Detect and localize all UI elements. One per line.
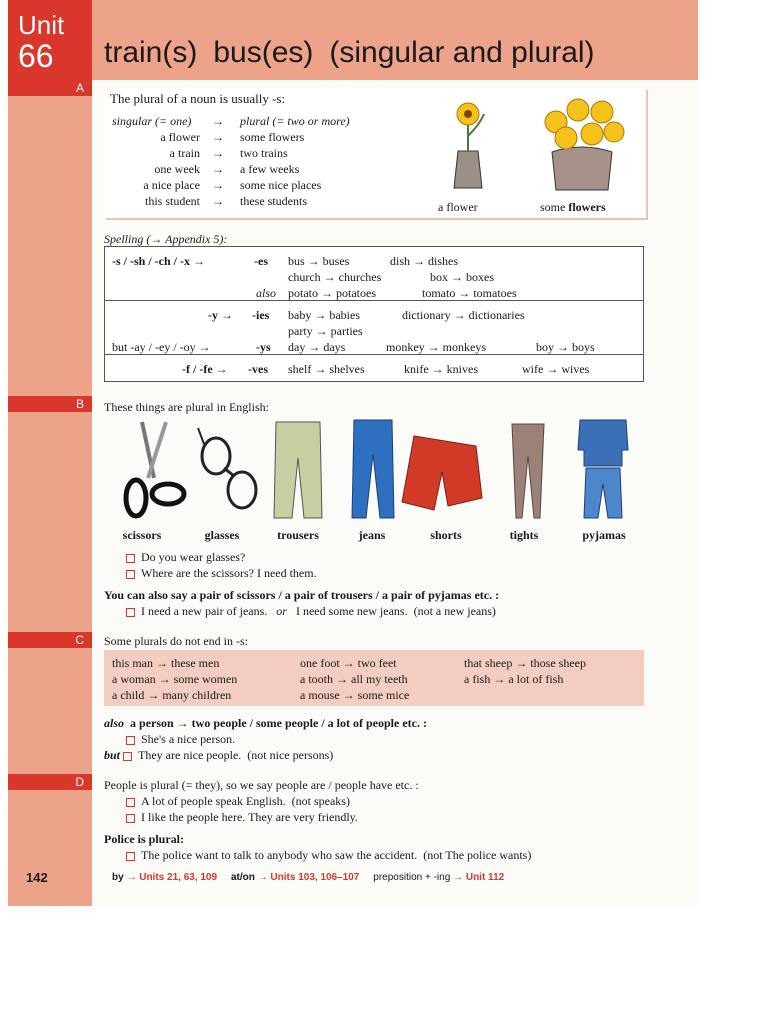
- arrow: →: [212, 194, 224, 208]
- label-pyjamas: pyjamas: [582, 528, 626, 542]
- pyjamas-icon: [576, 414, 630, 520]
- example-sentence: I like the people here. They are very friendly.: [126, 810, 358, 824]
- irregular-pair: a fish → a lot of fish: [464, 672, 564, 686]
- ending-ves: -ves: [248, 362, 268, 376]
- table-divider: [104, 300, 644, 301]
- singular-heading: singular (= one): [112, 114, 192, 128]
- textbook-page: [8, 0, 698, 906]
- example: potato → potatoes: [288, 286, 376, 300]
- label-shorts: shorts: [430, 528, 462, 542]
- left-margin-strip: [8, 0, 92, 906]
- irregular-pair: a mouse → some mice: [300, 688, 410, 702]
- singular-word: this student: [144, 194, 200, 208]
- rule-s-sh-ch-x: -s / -sh / -ch / -x →: [112, 254, 205, 268]
- irregular-intro: Some plurals do not end in -s:: [104, 634, 248, 648]
- ending-es: -es: [254, 254, 268, 268]
- example-sentence: She's a nice person.: [126, 732, 235, 746]
- people-plural-rule: People is plural (= they), so we say people are / people have etc. :: [104, 778, 419, 792]
- example: day → days: [288, 340, 346, 354]
- trousers-icon: [270, 418, 326, 522]
- singular-word: one week: [154, 162, 200, 176]
- bullet-icon: [126, 570, 135, 579]
- flowers-caption: some flowers: [540, 200, 606, 214]
- plural-heading: plural (= two or more): [240, 114, 350, 128]
- title-subtitle: (singular and plural): [329, 36, 595, 69]
- label-scissors: scissors: [122, 528, 162, 542]
- example: dictionary → dictionaries: [402, 308, 525, 322]
- label-trousers: trousers: [277, 528, 319, 542]
- title-train: train(s): [104, 36, 198, 69]
- arrow: →: [212, 130, 224, 144]
- link-units-21-63-109[interactable]: → Units 21, 63, 109: [126, 872, 218, 883]
- example: church → churches: [288, 270, 382, 284]
- single-flower-illustration: [428, 96, 508, 196]
- unit-word: Unit: [18, 10, 65, 40]
- tights-icon: [506, 422, 550, 522]
- section-d-label: D: [8, 774, 92, 790]
- plural-word: these students: [240, 194, 307, 208]
- plural-things-intro: These things are plural in English:: [104, 400, 269, 414]
- example-sentence: A lot of people speak English. (not speaks): [126, 794, 350, 808]
- bullet-icon: [126, 814, 135, 823]
- singular-word: a train: [169, 146, 200, 160]
- arrow: →: [212, 146, 224, 160]
- link-unit-112[interactable]: → Unit 112: [453, 872, 505, 883]
- example-sentence: I need a new pair of jeans. or I need some new jeans. (not a new jeans): [126, 604, 496, 618]
- plural-word: some flowers: [240, 130, 305, 144]
- glasses-icon: [194, 418, 264, 522]
- irregular-pair: one foot → two feet: [300, 656, 397, 670]
- flower-caption: a flower: [438, 200, 478, 214]
- section-b-label: B: [8, 396, 92, 412]
- ending-ys: -ys: [256, 340, 271, 354]
- example-sentence: The police want to talk to anybody who saw the accident. (not The police wants): [126, 848, 531, 862]
- police-plural-rule: Police is plural:: [104, 832, 184, 846]
- example: baby → babies: [288, 308, 360, 322]
- irregular-pair: a child → many children: [112, 688, 232, 702]
- link-units-103-106-107[interactable]: → Units 103, 106–107: [257, 872, 360, 883]
- label-glasses: glasses: [204, 528, 240, 542]
- ending-ies: -ies: [252, 308, 270, 322]
- cross-reference-footer: by → Units 21, 63, 109 at/on → Units 103, 106–107 preposition + -ing → Unit 112: [112, 872, 505, 883]
- arrow: →: [212, 178, 224, 192]
- unit-badge: [8, 0, 92, 80]
- unit-number: 66: [18, 38, 54, 74]
- example: bus → buses: [288, 254, 350, 268]
- section-c-label: C: [8, 632, 92, 648]
- rule-f-fe: -f / -fe →: [182, 362, 228, 376]
- example: shelf → shelves: [288, 362, 365, 376]
- example-sentence: Where are the scissors? I need them.: [126, 566, 317, 580]
- example: box → boxes: [430, 270, 494, 284]
- person-people-rule: also a person → two people / some people / a lot of people etc. :: [104, 716, 427, 730]
- plural-word: two trains: [240, 146, 288, 160]
- singular-word: a nice place: [143, 178, 200, 192]
- plural-intro: The plural of a noun is usually -s:: [110, 91, 286, 106]
- arrow: →: [212, 114, 224, 128]
- bullet-icon: [123, 752, 132, 761]
- shorts-icon: [400, 432, 484, 516]
- bullet-icon: [126, 736, 135, 745]
- spelling-heading: Spelling (→ Appendix 5):: [104, 232, 228, 246]
- bullet-icon: [126, 798, 135, 807]
- arrow: →: [212, 162, 224, 176]
- irregular-pair: a tooth → all my teeth: [300, 672, 408, 686]
- section-a-label: A: [8, 80, 92, 96]
- rule-y: -y →: [208, 308, 233, 322]
- label-tights: tights: [509, 528, 539, 542]
- example: tomato → tomatoes: [422, 286, 517, 300]
- table-divider: [104, 354, 644, 355]
- example: monkey → monkeys: [386, 340, 486, 354]
- page-number: 142: [26, 870, 48, 885]
- jeans-icon: [348, 418, 398, 522]
- flowers-illustration: [532, 94, 632, 198]
- scissors-icon: [114, 418, 190, 522]
- irregular-pair: this man → these men: [112, 656, 220, 670]
- pair-of-rule: You can also say a pair of scissors / a pair of trousers / a pair of pyjamas etc. :: [104, 588, 500, 602]
- example: wife → wives: [522, 362, 590, 376]
- example: dish → dishes: [390, 254, 459, 268]
- example: boy → boys: [536, 340, 595, 354]
- page-title: [104, 36, 595, 70]
- example-sentence: Do you wear glasses?: [126, 550, 245, 564]
- bullet-icon: [126, 608, 135, 617]
- label-jeans: jeans: [358, 528, 386, 542]
- bullet-icon: [126, 554, 135, 563]
- plural-word: some nice places: [240, 178, 322, 192]
- plural-word: a few weeks: [240, 162, 300, 176]
- example: knife → knives: [404, 362, 478, 376]
- example-sentence: but They are nice people. (not nice persons): [104, 748, 334, 762]
- irregular-pair: a woman → some women: [112, 672, 238, 686]
- singular-word: a flower: [160, 130, 200, 144]
- title-bus: bus(es): [213, 36, 314, 69]
- bullet-icon: [126, 852, 135, 861]
- irregular-pair: that sheep → those sheep: [464, 656, 586, 670]
- example: party → parties: [288, 324, 363, 338]
- rule-ay-ey-oy: but -ay / -ey / -oy →: [112, 340, 211, 354]
- also-word: also: [256, 286, 277, 300]
